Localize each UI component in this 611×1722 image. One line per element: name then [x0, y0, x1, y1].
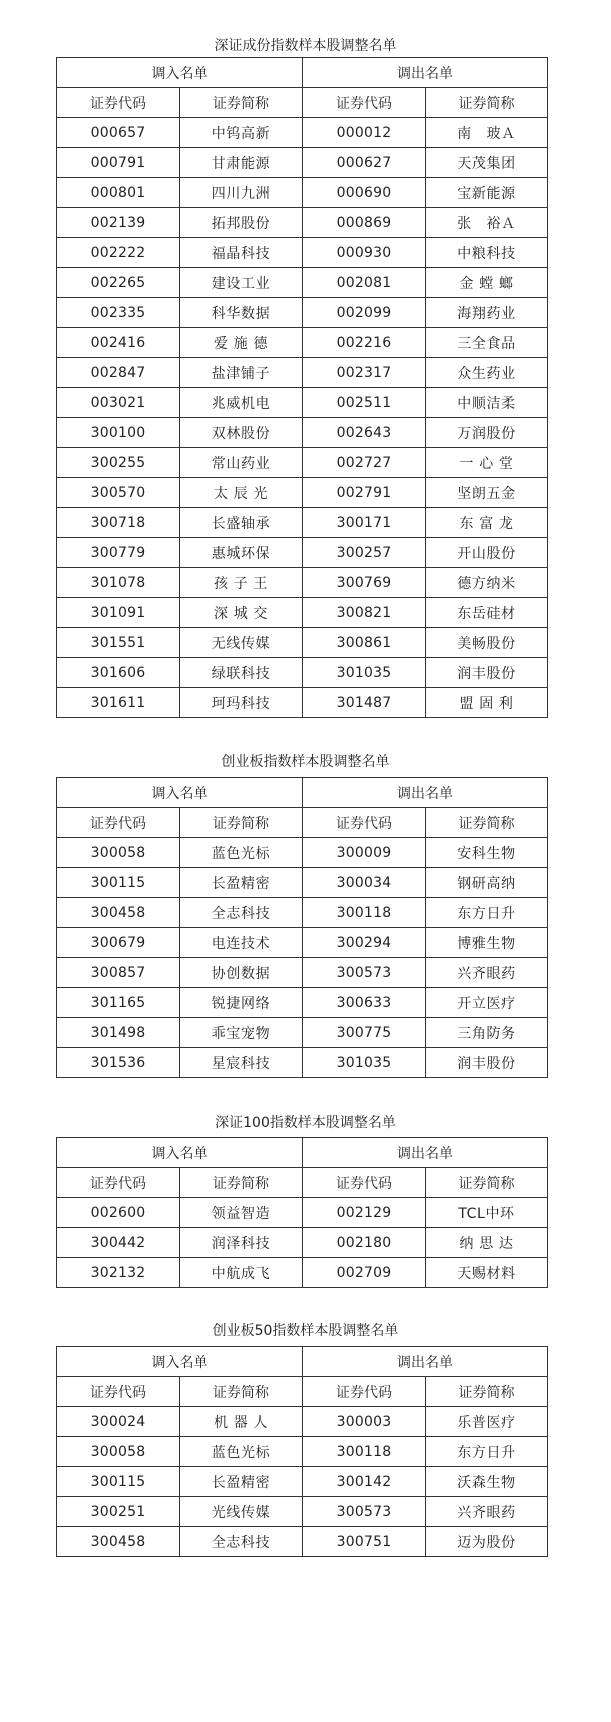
out-stock-name: 纳 思 达: [426, 1228, 548, 1258]
in-stock-code: 300458: [57, 1527, 180, 1557]
in-stock-name: 常山药业: [180, 448, 303, 478]
column-header-name-out: 证券简称: [426, 88, 548, 118]
table-row: [57, 868, 548, 898]
table-row: [57, 178, 548, 208]
in-stock-name: 中航成飞: [180, 1258, 303, 1288]
in-stock-code: 300442: [57, 1228, 180, 1258]
in-stock-code: 002139: [57, 208, 180, 238]
table-row: [57, 418, 548, 448]
out-stock-code: 301487: [303, 688, 426, 718]
in-stock-name: 机 器 人: [180, 1407, 303, 1437]
out-stock-code: 300118: [303, 1437, 426, 1467]
in-stock-name: 领益智造: [180, 1198, 303, 1228]
out-stock-code: 300769: [303, 568, 426, 598]
out-stock-code: 300003: [303, 1407, 426, 1437]
column-header-row: [57, 1377, 548, 1407]
in-stock-code: 000657: [57, 118, 180, 148]
in-stock-name: 中钨高新: [180, 118, 303, 148]
out-stock-code: 002317: [303, 358, 426, 388]
in-stock-code: 300679: [57, 928, 180, 958]
out-stock-name: 德方纳米: [426, 568, 548, 598]
index-adjustment-table: [56, 1137, 548, 1288]
in-stock-name: 星宸科技: [180, 1048, 303, 1078]
out-stock-name: 兴齐眼药: [426, 1497, 548, 1527]
out-stock-name: 中粮科技: [426, 238, 548, 268]
out-stock-code: 300257: [303, 538, 426, 568]
in-stock-code: 300857: [57, 958, 180, 988]
in-stock-name: 珂玛科技: [180, 688, 303, 718]
in-stock-code: 002600: [57, 1198, 180, 1228]
out-stock-code: 002129: [303, 1198, 426, 1228]
column-header-name-in: 证券简称: [180, 1377, 303, 1407]
out-stock-name: 润丰股份: [426, 658, 548, 688]
group-header-out: 调出名单: [303, 778, 548, 808]
out-stock-code: 300142: [303, 1467, 426, 1497]
table-title: 深证100指数样本股调整名单: [215, 1115, 396, 1131]
out-stock-code: 000627: [303, 148, 426, 178]
group-header-row: [57, 1347, 548, 1377]
out-stock-name: 兴齐眼药: [426, 958, 548, 988]
index-adjustment-table: [56, 57, 548, 718]
in-stock-code: 301165: [57, 988, 180, 1018]
out-stock-code: 300009: [303, 838, 426, 868]
out-stock-name: 美畅股份: [426, 628, 548, 658]
table-row: [57, 598, 548, 628]
table-row: [57, 148, 548, 178]
group-header-in: 调入名单: [57, 1138, 303, 1168]
out-stock-code: 002081: [303, 268, 426, 298]
out-stock-name: 博雅生物: [426, 928, 548, 958]
out-stock-name: 南 玻Ａ: [426, 118, 548, 148]
column-header-name-out: 证券简称: [426, 1377, 548, 1407]
column-header-name-in: 证券简称: [180, 88, 303, 118]
out-stock-code: 300861: [303, 628, 426, 658]
table-row: [57, 328, 548, 358]
out-stock-name: 坚朗五金: [426, 478, 548, 508]
table-row: [57, 448, 548, 478]
table-row: [57, 1258, 548, 1288]
in-stock-code: 300058: [57, 1437, 180, 1467]
out-stock-code: 002099: [303, 298, 426, 328]
index-adjustment-table: [56, 777, 548, 1078]
in-stock-code: 300255: [57, 448, 180, 478]
out-stock-name: 三角防务: [426, 1018, 548, 1048]
table-row: [57, 298, 548, 328]
out-stock-name: 宝新能源: [426, 178, 548, 208]
table-row: [57, 958, 548, 988]
column-header-row: [57, 808, 548, 838]
in-stock-name: 深 城 交: [180, 598, 303, 628]
out-stock-name: 迈为股份: [426, 1527, 548, 1557]
column-header-name-in: 证券简称: [180, 1168, 303, 1198]
out-stock-name: 安科生物: [426, 838, 548, 868]
table-row: [57, 268, 548, 298]
in-stock-name: 电连技术: [180, 928, 303, 958]
out-stock-code: 301035: [303, 658, 426, 688]
in-stock-code: 300570: [57, 478, 180, 508]
group-header-row: [57, 1138, 548, 1168]
in-stock-code: 300100: [57, 418, 180, 448]
in-stock-code: 301551: [57, 628, 180, 658]
out-stock-code: 002791: [303, 478, 426, 508]
in-stock-name: 蓝色光标: [180, 838, 303, 868]
in-stock-code: 300115: [57, 868, 180, 898]
out-stock-name: 沃森生物: [426, 1467, 548, 1497]
column-header-code-in: 证券代码: [57, 88, 180, 118]
in-stock-name: 绿联科技: [180, 658, 303, 688]
table-row: [57, 478, 548, 508]
out-stock-code: 002643: [303, 418, 426, 448]
out-stock-code: 300633: [303, 988, 426, 1018]
table-row: [57, 508, 548, 538]
in-stock-name: 长盈精密: [180, 1467, 303, 1497]
table-row: [57, 1437, 548, 1467]
in-stock-code: 002416: [57, 328, 180, 358]
in-stock-name: 太 辰 光: [180, 478, 303, 508]
out-stock-code: 301035: [303, 1048, 426, 1078]
in-stock-name: 锐捷网络: [180, 988, 303, 1018]
in-stock-name: 孩 子 王: [180, 568, 303, 598]
out-stock-name: 东方日升: [426, 898, 548, 928]
group-header-in: 调入名单: [57, 778, 303, 808]
table-title: 创业板指数样本股调整名单: [221, 754, 390, 770]
table-row: [57, 208, 548, 238]
in-stock-name: 惠城环保: [180, 538, 303, 568]
group-header-in: 调入名单: [57, 58, 303, 88]
out-stock-code: 002709: [303, 1258, 426, 1288]
column-header-row: [57, 88, 548, 118]
out-stock-name: 东岳硅材: [426, 598, 548, 628]
out-stock-code: 000012: [303, 118, 426, 148]
table-row: [57, 1497, 548, 1527]
column-header-code-in: 证券代码: [57, 1168, 180, 1198]
table-row: [57, 538, 548, 568]
out-stock-code: 300034: [303, 868, 426, 898]
in-stock-name: 四川九洲: [180, 178, 303, 208]
in-stock-code: 002847: [57, 358, 180, 388]
in-stock-code: 300058: [57, 838, 180, 868]
in-stock-code: 002265: [57, 268, 180, 298]
group-header-row: [57, 58, 548, 88]
out-stock-code: 000869: [303, 208, 426, 238]
table-row: [57, 1527, 548, 1557]
in-stock-name: 光线传媒: [180, 1497, 303, 1527]
column-header-name-in: 证券简称: [180, 808, 303, 838]
table-row: [57, 1198, 548, 1228]
in-stock-name: 长盛轴承: [180, 508, 303, 538]
out-stock-code: 300821: [303, 598, 426, 628]
in-stock-name: 建设工业: [180, 268, 303, 298]
in-stock-code: 301091: [57, 598, 180, 628]
out-stock-code: 000930: [303, 238, 426, 268]
in-stock-code: 300024: [57, 1407, 180, 1437]
in-stock-code: 302132: [57, 1258, 180, 1288]
out-stock-name: 万润股份: [426, 418, 548, 448]
column-header-code-in: 证券代码: [57, 808, 180, 838]
in-stock-name: 无线传媒: [180, 628, 303, 658]
out-stock-code: 300118: [303, 898, 426, 928]
out-stock-name: 乐普医疗: [426, 1407, 548, 1437]
table-row: [57, 118, 548, 148]
out-stock-code: 002511: [303, 388, 426, 418]
in-stock-code: 002222: [57, 238, 180, 268]
table-row: [57, 568, 548, 598]
table-row: [57, 688, 548, 718]
column-header-code-out: 证券代码: [303, 1168, 426, 1198]
out-stock-name: 开山股份: [426, 538, 548, 568]
out-stock-code: 000690: [303, 178, 426, 208]
out-stock-code: 300171: [303, 508, 426, 538]
table-row: [57, 898, 548, 928]
group-header-out: 调出名单: [303, 1347, 548, 1377]
table-row: [57, 658, 548, 688]
in-stock-name: 甘肃能源: [180, 148, 303, 178]
in-stock-code: 300458: [57, 898, 180, 928]
group-header-in: 调入名单: [57, 1347, 303, 1377]
out-stock-name: 东方日升: [426, 1437, 548, 1467]
out-stock-name: 中顺洁柔: [426, 388, 548, 418]
out-stock-name: 众生药业: [426, 358, 548, 388]
group-header-row: [57, 778, 548, 808]
group-header-out: 调出名单: [303, 1138, 548, 1168]
in-stock-code: 300718: [57, 508, 180, 538]
table-row: [57, 928, 548, 958]
in-stock-name: 蓝色光标: [180, 1437, 303, 1467]
column-header-code-in: 证券代码: [57, 1377, 180, 1407]
in-stock-name: 长盈精密: [180, 868, 303, 898]
table-row: [57, 358, 548, 388]
out-stock-name: 金 螳 螂: [426, 268, 548, 298]
table-row: [57, 1018, 548, 1048]
in-stock-code: 300251: [57, 1497, 180, 1527]
column-header-code-out: 证券代码: [303, 88, 426, 118]
out-stock-name: 开立医疗: [426, 988, 548, 1018]
in-stock-code: 301606: [57, 658, 180, 688]
out-stock-name: 天赐材料: [426, 1258, 548, 1288]
in-stock-name: 兆威机电: [180, 388, 303, 418]
in-stock-code: 301498: [57, 1018, 180, 1048]
out-stock-code: 300294: [303, 928, 426, 958]
column-header-code-out: 证券代码: [303, 808, 426, 838]
in-stock-code: 300115: [57, 1467, 180, 1497]
group-header-out: 调出名单: [303, 58, 548, 88]
table-row: [57, 1228, 548, 1258]
table-row: [57, 1407, 548, 1437]
in-stock-code: 301078: [57, 568, 180, 598]
in-stock-name: 全志科技: [180, 898, 303, 928]
out-stock-name: 润丰股份: [426, 1048, 548, 1078]
in-stock-name: 协创数据: [180, 958, 303, 988]
in-stock-code: 000791: [57, 148, 180, 178]
in-stock-name: 盐津铺子: [180, 358, 303, 388]
out-stock-code: 300573: [303, 1497, 426, 1527]
in-stock-name: 乖宝宠物: [180, 1018, 303, 1048]
out-stock-name: 海翔药业: [426, 298, 548, 328]
out-stock-code: 300573: [303, 958, 426, 988]
in-stock-name: 爱 施 德: [180, 328, 303, 358]
in-stock-code: 000801: [57, 178, 180, 208]
column-header-name-out: 证券简称: [426, 1168, 548, 1198]
in-stock-code: 301611: [57, 688, 180, 718]
column-header-row: [57, 1168, 548, 1198]
out-stock-name: 盟 固 利: [426, 688, 548, 718]
out-stock-name: 钢研高纳: [426, 868, 548, 898]
table-row: [57, 988, 548, 1018]
table-title: 创业板50指数样本股调整名单: [212, 1323, 399, 1339]
out-stock-name: 东 富 龙: [426, 508, 548, 538]
index-adjustment-table: [56, 1346, 548, 1557]
out-stock-code: 300775: [303, 1018, 426, 1048]
in-stock-name: 福晶科技: [180, 238, 303, 268]
out-stock-code: 002180: [303, 1228, 426, 1258]
in-stock-code: 003021: [57, 388, 180, 418]
out-stock-code: 002727: [303, 448, 426, 478]
out-stock-name: 张 裕Ａ: [426, 208, 548, 238]
in-stock-code: 002335: [57, 298, 180, 328]
table-row: [57, 238, 548, 268]
in-stock-code: 301536: [57, 1048, 180, 1078]
in-stock-name: 科华数据: [180, 298, 303, 328]
out-stock-name: 一 心 堂: [426, 448, 548, 478]
in-stock-code: 300779: [57, 538, 180, 568]
in-stock-name: 全志科技: [180, 1527, 303, 1557]
out-stock-name: 三全食品: [426, 328, 548, 358]
out-stock-name: 天茂集团: [426, 148, 548, 178]
table-row: [57, 1048, 548, 1078]
in-stock-name: 拓邦股份: [180, 208, 303, 238]
in-stock-name: 润泽科技: [180, 1228, 303, 1258]
in-stock-name: 双林股份: [180, 418, 303, 448]
table-row: [57, 1467, 548, 1497]
column-header-code-out: 证券代码: [303, 1377, 426, 1407]
table-row: [57, 838, 548, 868]
table-row: [57, 388, 548, 418]
column-header-name-out: 证券简称: [426, 808, 548, 838]
out-stock-code: 300751: [303, 1527, 426, 1557]
table-row: [57, 628, 548, 658]
out-stock-name: TCL中环: [426, 1198, 548, 1228]
out-stock-code: 002216: [303, 328, 426, 358]
table-title: 深证成份指数样本股调整名单: [214, 38, 397, 54]
